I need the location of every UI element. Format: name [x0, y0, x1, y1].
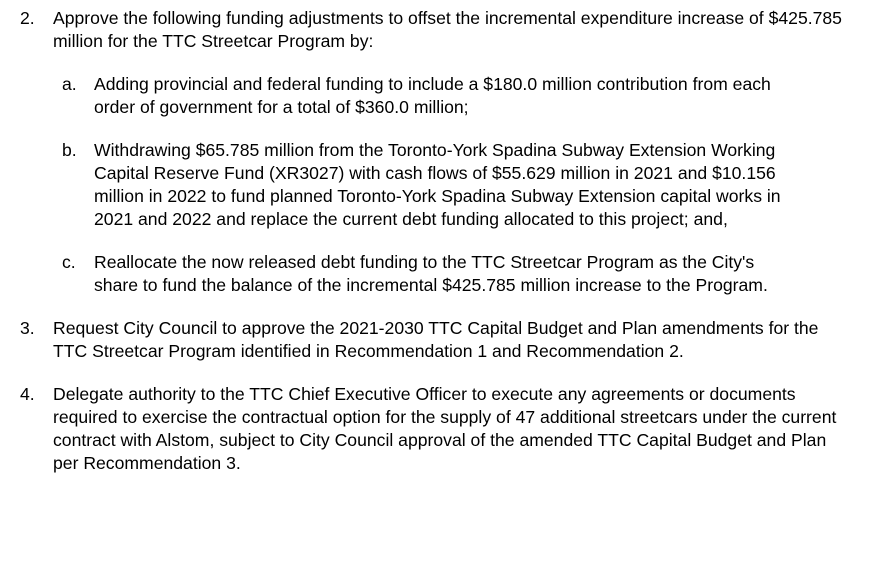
subitem-b [62, 139, 876, 231]
recommendation-4 [20, 383, 876, 475]
spacer [0, 363, 876, 383]
recommendation-text: Delegate authority to the TTC Chief Executive Officer to execute any agreements or documents required to exercise the contractual option for the supply of 47 additional streetcars under the current contract with Alstom, subject to City Council approval of the amended TTC Capital Budget and Plan per Recommendation 3. [53, 384, 837, 473]
recommendation-2-subitems [62, 73, 876, 297]
recommendation-text: Request City Council to approve the 2021-2030 TTC Capital Budget and Plan amendments for the TTC Streetcar Program identified in Recommendation 1 and Recommendation 2. [53, 318, 819, 361]
recommendation-number: 2. [20, 8, 35, 28]
subitem-a [62, 73, 876, 119]
subitem-text: Adding provincial and federal funding to include a $180.0 million contribution from each order of government for a total of $360.0 million; [94, 74, 771, 117]
subitem-letter: b. [62, 140, 77, 160]
recommendation-2 [20, 7, 876, 53]
subitem-letter: c. [62, 252, 76, 272]
recommendation-text: Approve the following funding adjustments to offset the incremental expenditure increase of $425.785 million for the TTC Streetcar Program by: [53, 8, 842, 51]
recommendation-3 [20, 317, 876, 363]
subitem-text: Withdrawing $65.785 million from the Toronto-York Spadina Subway Extension Working Capital Reserve Fund (XR3027) with cash flows of $55.629 million in 2021 and $10.156 million in 2022 to fund planned Toronto-York Spadina Subway Extension capital works in 2021 and 2022 and replace the current debt funding allocated to this project; and, [94, 140, 781, 229]
subitem-letter: a. [62, 74, 77, 94]
subitem-text: Reallocate the now released debt funding to the TTC Streetcar Program as the City's share to fund the balance of the incremental $425.785 million increase to the Program. [94, 252, 768, 295]
recommendation-number: 3. [20, 318, 35, 338]
subitem-c [62, 251, 876, 297]
recommendation-number: 4. [20, 384, 35, 404]
spacer [0, 297, 876, 317]
